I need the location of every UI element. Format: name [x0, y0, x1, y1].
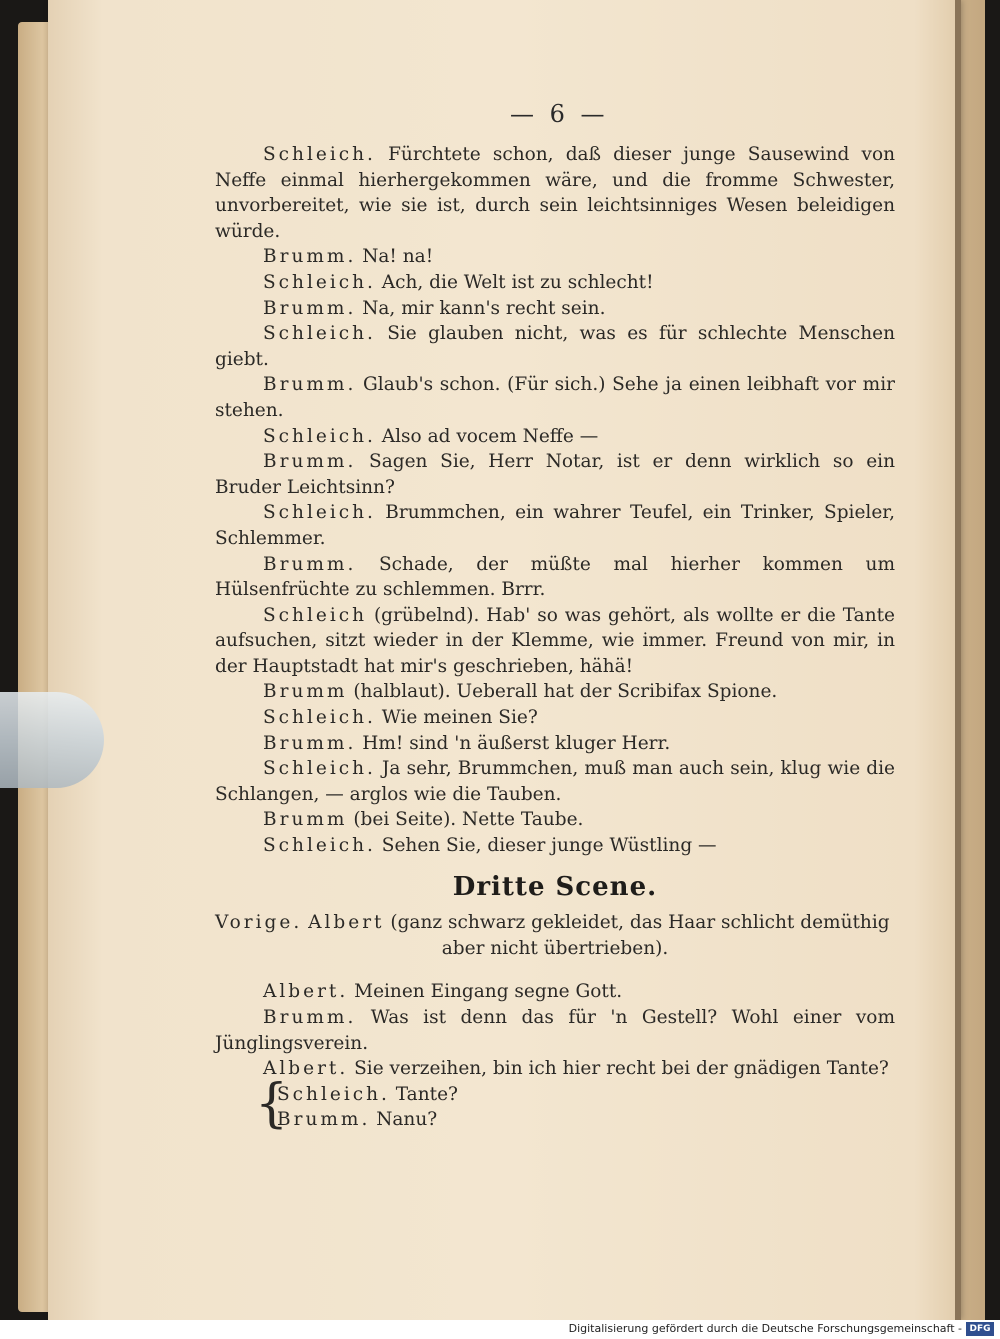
dialogue-text: Was ist denn das für 'n Gestell? Wohl einer vom Jünglingsverein. [215, 1007, 895, 1054]
dialogue-line [215, 679, 895, 705]
dialogue-line [215, 979, 895, 1005]
dialogue-text: (halblaut). Ueberall hat der Scribifax Spione. [353, 681, 778, 703]
spacer [215, 961, 895, 979]
dialogue-line [215, 142, 895, 244]
dialogue-line [215, 603, 895, 680]
dialogue-line [215, 833, 895, 859]
speaker-name: Brumm. [277, 1109, 371, 1131]
dialogue-text: Na, mir kann's recht sein. [362, 297, 606, 319]
speaker-name: Schleich. [263, 144, 376, 165]
dialogue-text: Sie glauben nicht, was es für schlechte Menschen giebt. [215, 323, 895, 370]
stage-direction-text: (ganz schwarz gekleidet, das Haar schlicht demüthig [390, 912, 890, 934]
dialogue-line [215, 372, 895, 423]
stage-direction-continuation: aber nicht übertrieben). [441, 937, 669, 959]
speaker-name: Schleich. [263, 758, 376, 780]
dialogue-text: Meinen Eingang segne Gott. [354, 981, 623, 1003]
dialogue-line [215, 321, 895, 372]
speaker-name: Albert. [263, 1058, 349, 1080]
dialogue-line [215, 756, 895, 807]
dialogue-text: Also ad vocem Neffe — [381, 425, 599, 447]
dialogue-text: Na! na! [362, 246, 434, 268]
dialogue-line [215, 500, 895, 551]
dialogue-text: Sehen Sie, dieser junge Wüstling — [381, 835, 717, 857]
speaker-name: Schleich. [263, 323, 376, 345]
speaker-name: Brumm. [263, 246, 357, 268]
play-text [215, 142, 895, 1133]
dialogue-text: Nanu? [376, 1109, 438, 1131]
speaker-name: Schleich. [263, 707, 376, 729]
dialogue-text: Sagen Sie, Herr Notar, ist er denn wirklich so ein Bruder Leichtsinn? [215, 451, 895, 498]
speaker-name: Brumm [263, 681, 348, 703]
dialogue-line [215, 705, 895, 731]
dialogue-line [215, 1005, 895, 1056]
speaker-name: Brumm. [263, 374, 357, 396]
dialogue-line [215, 270, 895, 296]
scene-heading: Dritte Scene. [452, 871, 658, 902]
stage-speakers: Vorige. [215, 912, 303, 934]
plastic-clip [0, 692, 104, 788]
speaker-name: Brumm [263, 809, 348, 831]
speaker-name: Schleich. [277, 1083, 390, 1105]
speaker-name: Brumm. [263, 732, 357, 754]
speaker-name: Brumm. [263, 553, 357, 575]
dialogue-line [277, 1082, 895, 1108]
dialogue-line [215, 449, 895, 500]
dialogue-line [277, 1107, 895, 1133]
dialogue-line [215, 552, 895, 603]
dialogue-text: (bei Seite). Nette Taube. [353, 809, 584, 831]
dialogue-line [215, 1056, 895, 1082]
dialogue-text: Fürchtete schon, daß dieser junge Sausewind von Neffe einmal hierhergekommen wäre, und die fromme Schwester, unvorbereitet, wie sie ist, durch sein leichtsinniges Wesen beleidigen würde. [215, 144, 895, 242]
speaker-name: Brumm. [263, 451, 357, 473]
dialogue-text: (grübelnd). Hab' so was gehört, als wollte er die Tante aufsuchen, sitzt wieder in der Klemme, wie immer. Freund von mir, in der Hauptstadt hat mir's geschrieben, hähä! [215, 604, 895, 677]
dialogue-text: Brummchen, ein wahrer Teufel, ein Trinker, Spieler, Schlemmer. [215, 502, 895, 549]
speaker-name: Schleich. [263, 835, 376, 857]
page-number: — 6 — [510, 100, 609, 128]
dialogue-line [215, 244, 895, 270]
dialogue-line [215, 424, 895, 450]
dialogue-line [215, 807, 895, 833]
speaker-name: Brumm. [263, 297, 357, 319]
speaker-name: Brumm. [263, 1007, 357, 1028]
simultaneous-lines [255, 1073, 895, 1134]
dialogue-text: Ach, die Welt ist zu schlecht! [381, 271, 654, 293]
speaker-name: Schleich. [263, 425, 376, 447]
dialogue-text: Sie verzeihen, bin ich hier recht bei der gnädigen Tante? [354, 1058, 889, 1080]
page-gutter-shadow [955, 0, 961, 1320]
dialogue-line [215, 296, 895, 322]
speaker-name: Schleich. [263, 271, 376, 293]
dialogue-text: Hm! sind 'n äußerst kluger Herr. [362, 732, 671, 754]
speaker-name: Schleich [263, 604, 368, 626]
dfg-logo: DFG [966, 1322, 994, 1336]
curly-brace-icon: { [255, 1073, 289, 1134]
footer-bar [0, 1320, 1000, 1339]
dialogue-text: Glaub's schon. (Für sich.) Sehe ja einen leibhaft vor mir stehen. [215, 374, 895, 421]
stage-direction [215, 910, 895, 961]
dialogue-text: Wie meinen Sie? [381, 707, 538, 729]
stage-character: Albert [308, 912, 385, 934]
dialogue-text: Ja sehr, Brummchen, muß man auch sein, klug wie die Schlangen, — arglos wie die Tauben. [215, 758, 895, 805]
speaker-name: Schleich. [263, 502, 376, 524]
funding-notice: Digitalisierung gefördert durch die Deutsche Forschungsgemeinschaft - [568, 1322, 962, 1335]
dialogue-text: Schade, der müßte mal hierher kommen um Hülsenfrüchte zu schlemmen. Brrr. [215, 553, 895, 601]
speaker-name: Albert. [263, 981, 349, 1003]
dialogue-text: Tante? [395, 1083, 458, 1105]
dialogue-line [215, 731, 895, 757]
